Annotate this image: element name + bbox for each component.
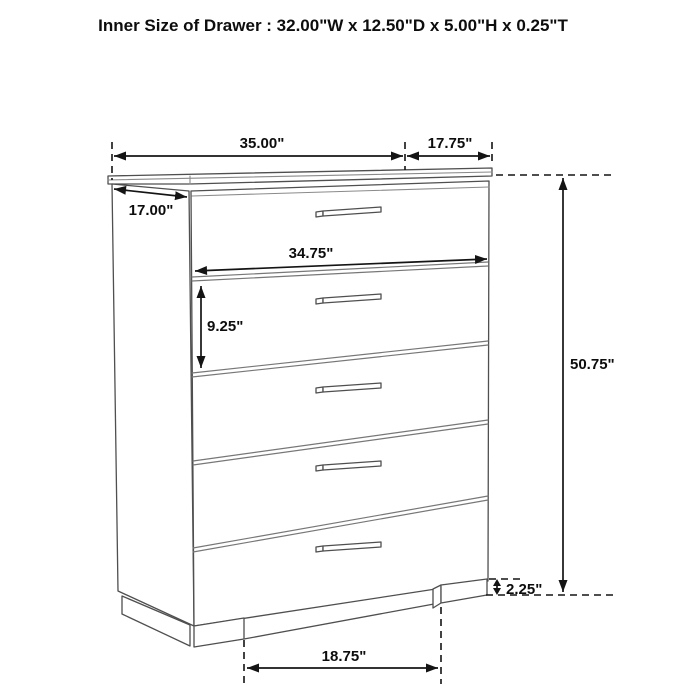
- dim-label-drawer-height: 9.25": [207, 318, 244, 335]
- dim-label-base-height: 2.25": [506, 581, 543, 598]
- chest-side-panel: [112, 184, 194, 626]
- chest-drawing: [108, 168, 492, 647]
- dim-line-base-height: [493, 579, 501, 595]
- page-title: Inner Size of Drawer : 32.00"W x 12.50"D x 5.00"H x 0.25"T: [98, 16, 568, 35]
- dim-label-top-depth: 17.75": [427, 135, 473, 152]
- dim-label-top-width: 35.00": [239, 135, 285, 152]
- dim-label-side-depth: 17.00": [128, 202, 174, 219]
- right-leg-side: [433, 585, 441, 608]
- dim-label-leg-span: 18.75": [321, 648, 367, 665]
- chest-front: [191, 181, 489, 626]
- dim-label-drawer-width: 34.75": [288, 245, 334, 262]
- dim-label-overall-height: 50.75": [570, 356, 615, 373]
